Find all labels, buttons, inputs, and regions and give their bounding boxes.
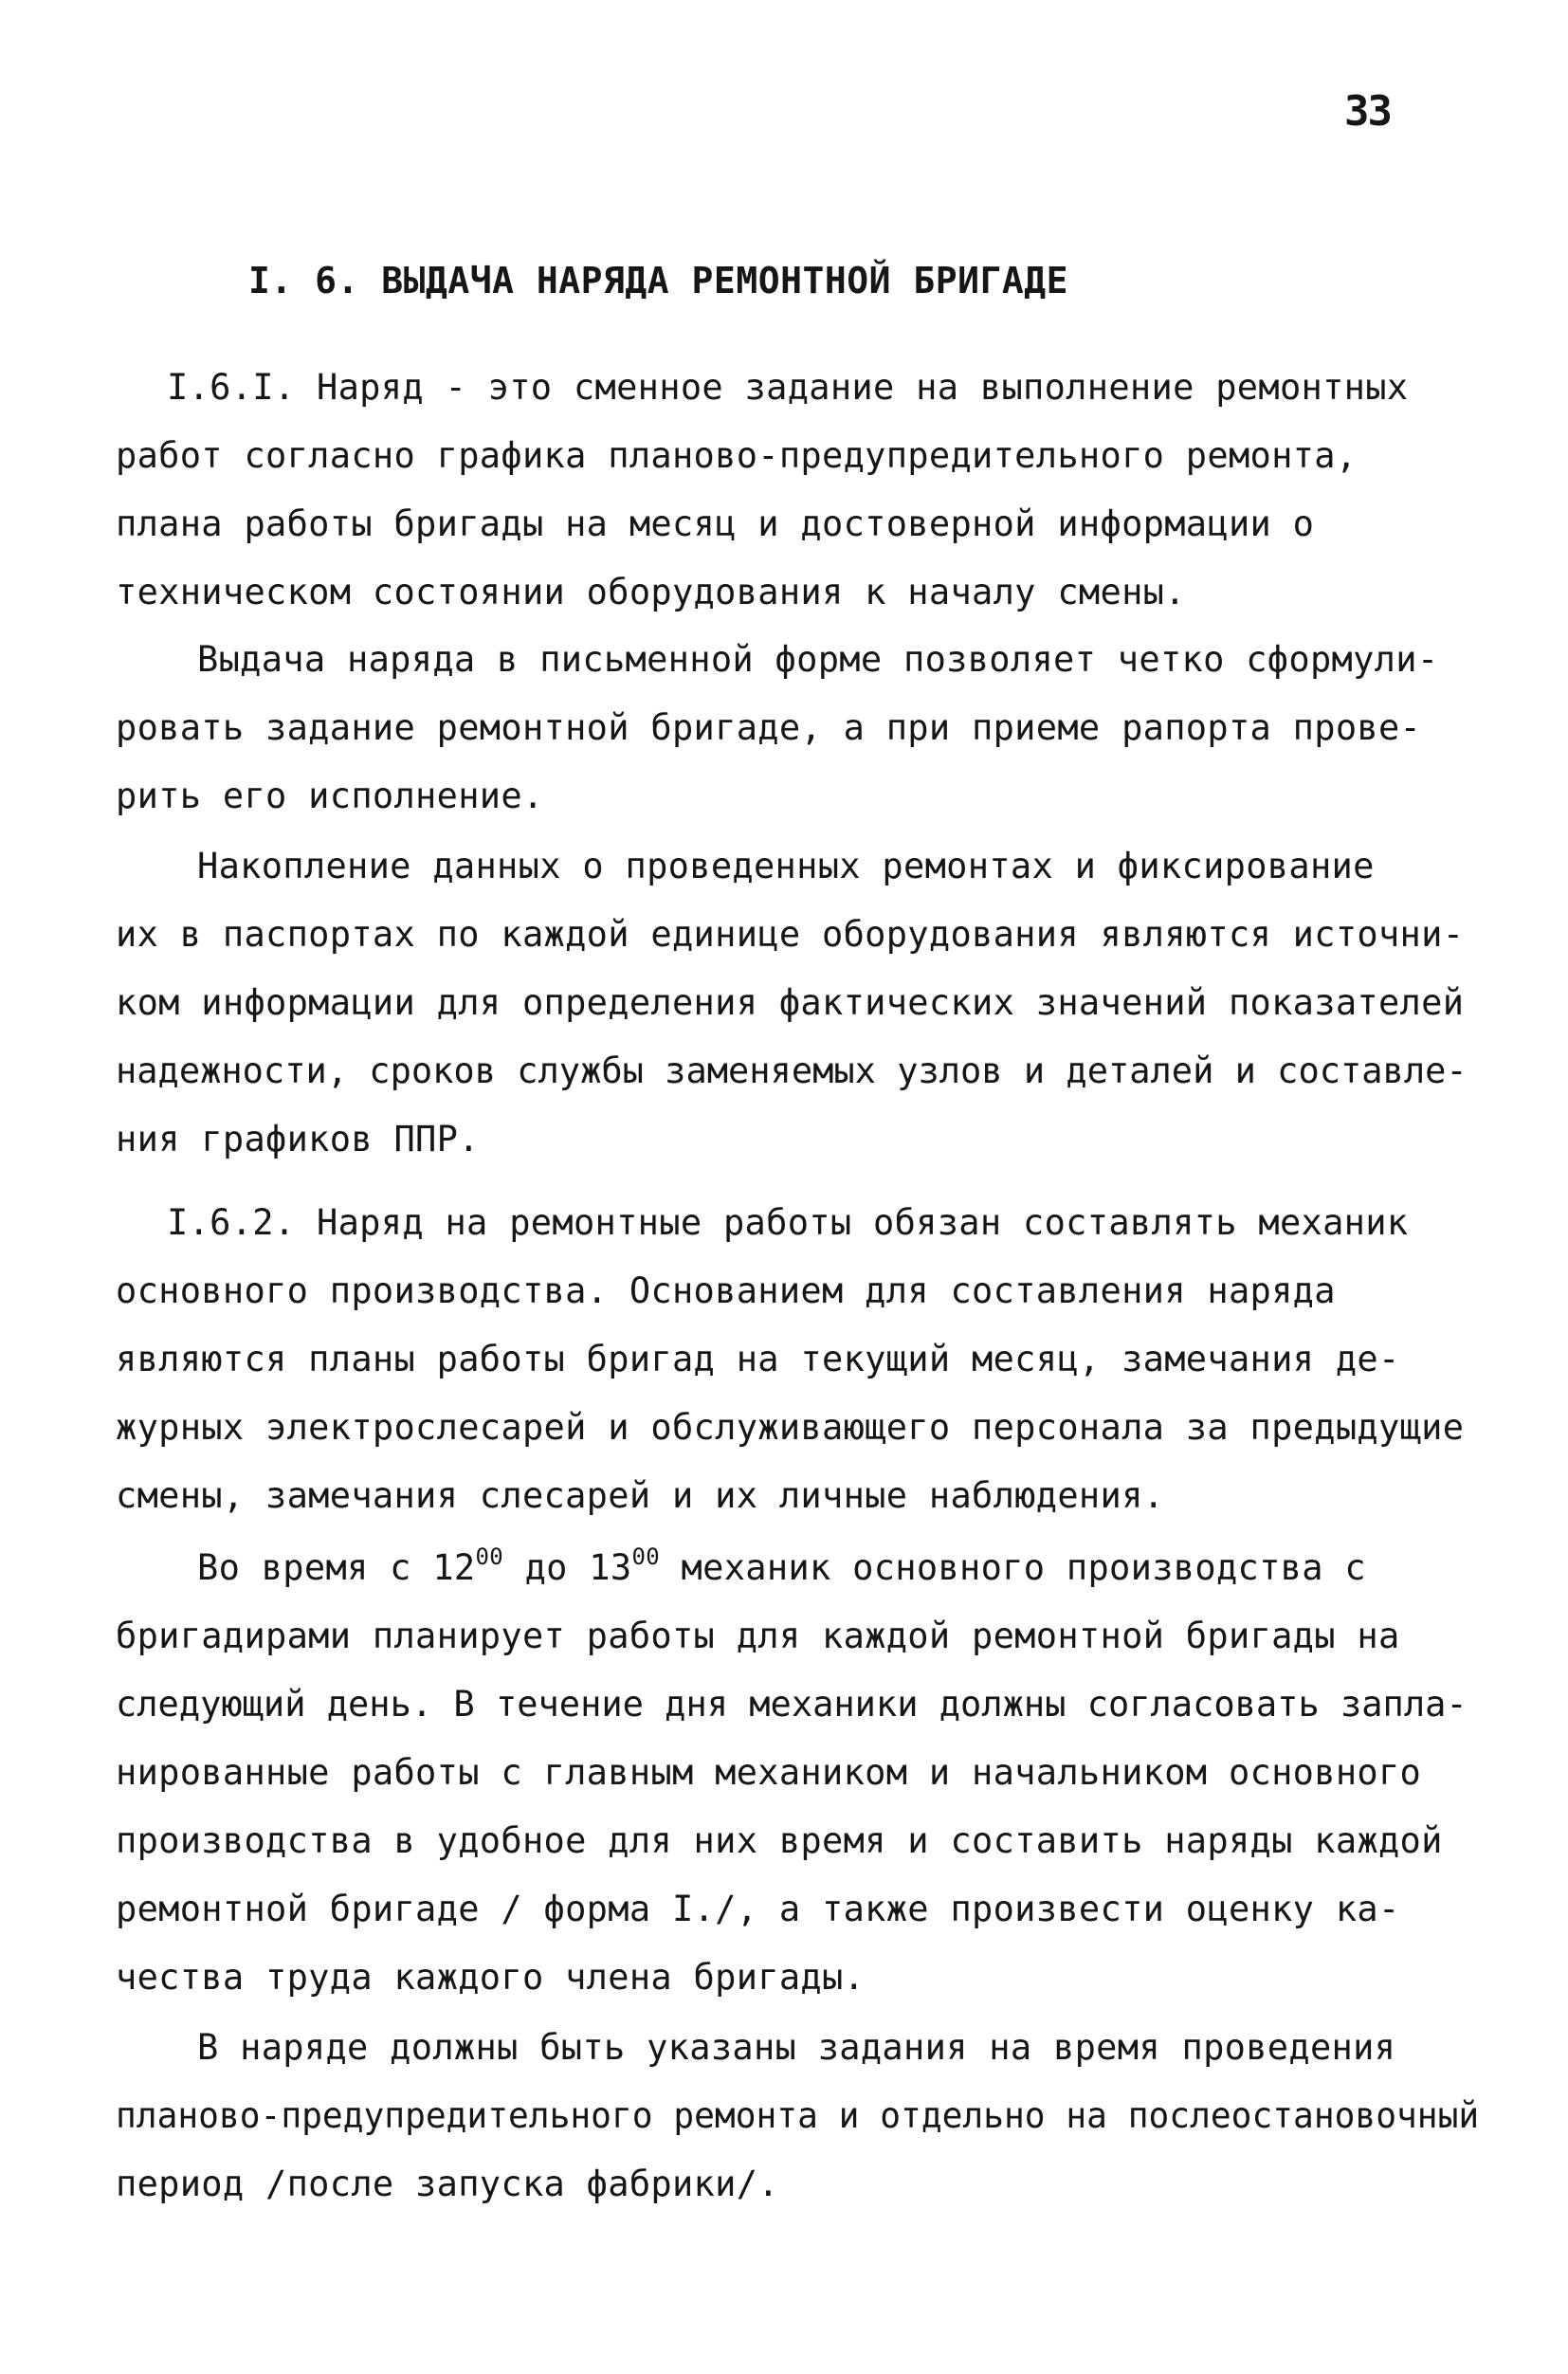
text-line: ком информации для определения фактических значений показателей <box>116 982 1465 1023</box>
time-superscript-start: 00 <box>475 1543 503 1570</box>
section-heading: I. 6. ВЫДАЧА НАРЯДА РЕМОНТНОЙ БРИГАДЕ <box>248 260 1068 301</box>
text-line: В наряде должны быть указаны задания на время проведения <box>197 2027 1396 2068</box>
time-line-before: Во время с 12 <box>197 1547 476 1588</box>
text-line: ния графиков ППР. <box>116 1119 480 1160</box>
text-line: планово-предупредительного ремонта и отдельно на послеостановочный <box>116 2095 1480 2136</box>
text-line: Выдача наряда в письменной форме позволяет четко сформули- <box>197 639 1439 680</box>
time-line-after: механик основного производства с <box>659 1547 1366 1588</box>
text-line: нированные работы с главным механиком и начальником основного <box>116 1752 1422 1793</box>
text-line: смены, замечания слесарей и их личные наблюдения. <box>116 1475 1165 1516</box>
text-line: ремонтной бригаде / форма I./, а также произвести оценку ка- <box>116 1889 1400 1929</box>
text-line: период /после запуска фабрики/. <box>116 2164 779 2204</box>
text-line: техническом состоянии оборудования к началу смены. <box>116 572 1186 612</box>
text-line: I.6.I. Наряд - это сменное задание на выполнение ремонтных <box>167 367 1409 408</box>
text-line: работ согласно графика планово-предупредительного ремонта, <box>116 435 1358 476</box>
text-line: производства в удобное для них время и составить наряды каждой <box>116 1820 1443 1861</box>
time-line-middle: до 13 <box>503 1547 632 1588</box>
page-number: 33 <box>1344 87 1391 136</box>
text-line: чества труда каждого члена бригады. <box>116 1957 866 1998</box>
time-line <box>197 1543 1366 1593</box>
text-line: являются планы работы бригад на текущий месяц, замечания де- <box>116 1339 1400 1379</box>
text-line: Накопление данных о проведенных ремонтах и фиксирование <box>197 846 1375 886</box>
text-line: плана работы бригады на месяц и достоверной информации о <box>116 503 1315 544</box>
text-line: журных электрослесарей и обслуживающего персонала за предыдущие <box>116 1407 1465 1448</box>
text-line: бригадирами планирует работы для каждой ремонтной бригады на <box>116 1616 1400 1656</box>
text-line: рить его исполнение. <box>116 776 544 816</box>
text-line: основного производства. Основанием для составления наряда <box>116 1270 1336 1311</box>
text-line: следующий день. В течение дня механики должны согласовать запла- <box>116 1684 1468 1725</box>
time-superscript-end: 00 <box>631 1543 660 1570</box>
text-line: ровать задание ремонтной бригаде, а при приеме рапорта прове- <box>116 707 1422 748</box>
text-line: I.6.2. Наряд на ремонтные работы обязан составлять механик <box>167 1202 1409 1243</box>
text-line: их в паспортах по каждой единице оборудования являются источни- <box>116 914 1465 955</box>
text-line: надежности, сроков службы заменяемых узлов и деталей и составле- <box>116 1050 1468 1091</box>
